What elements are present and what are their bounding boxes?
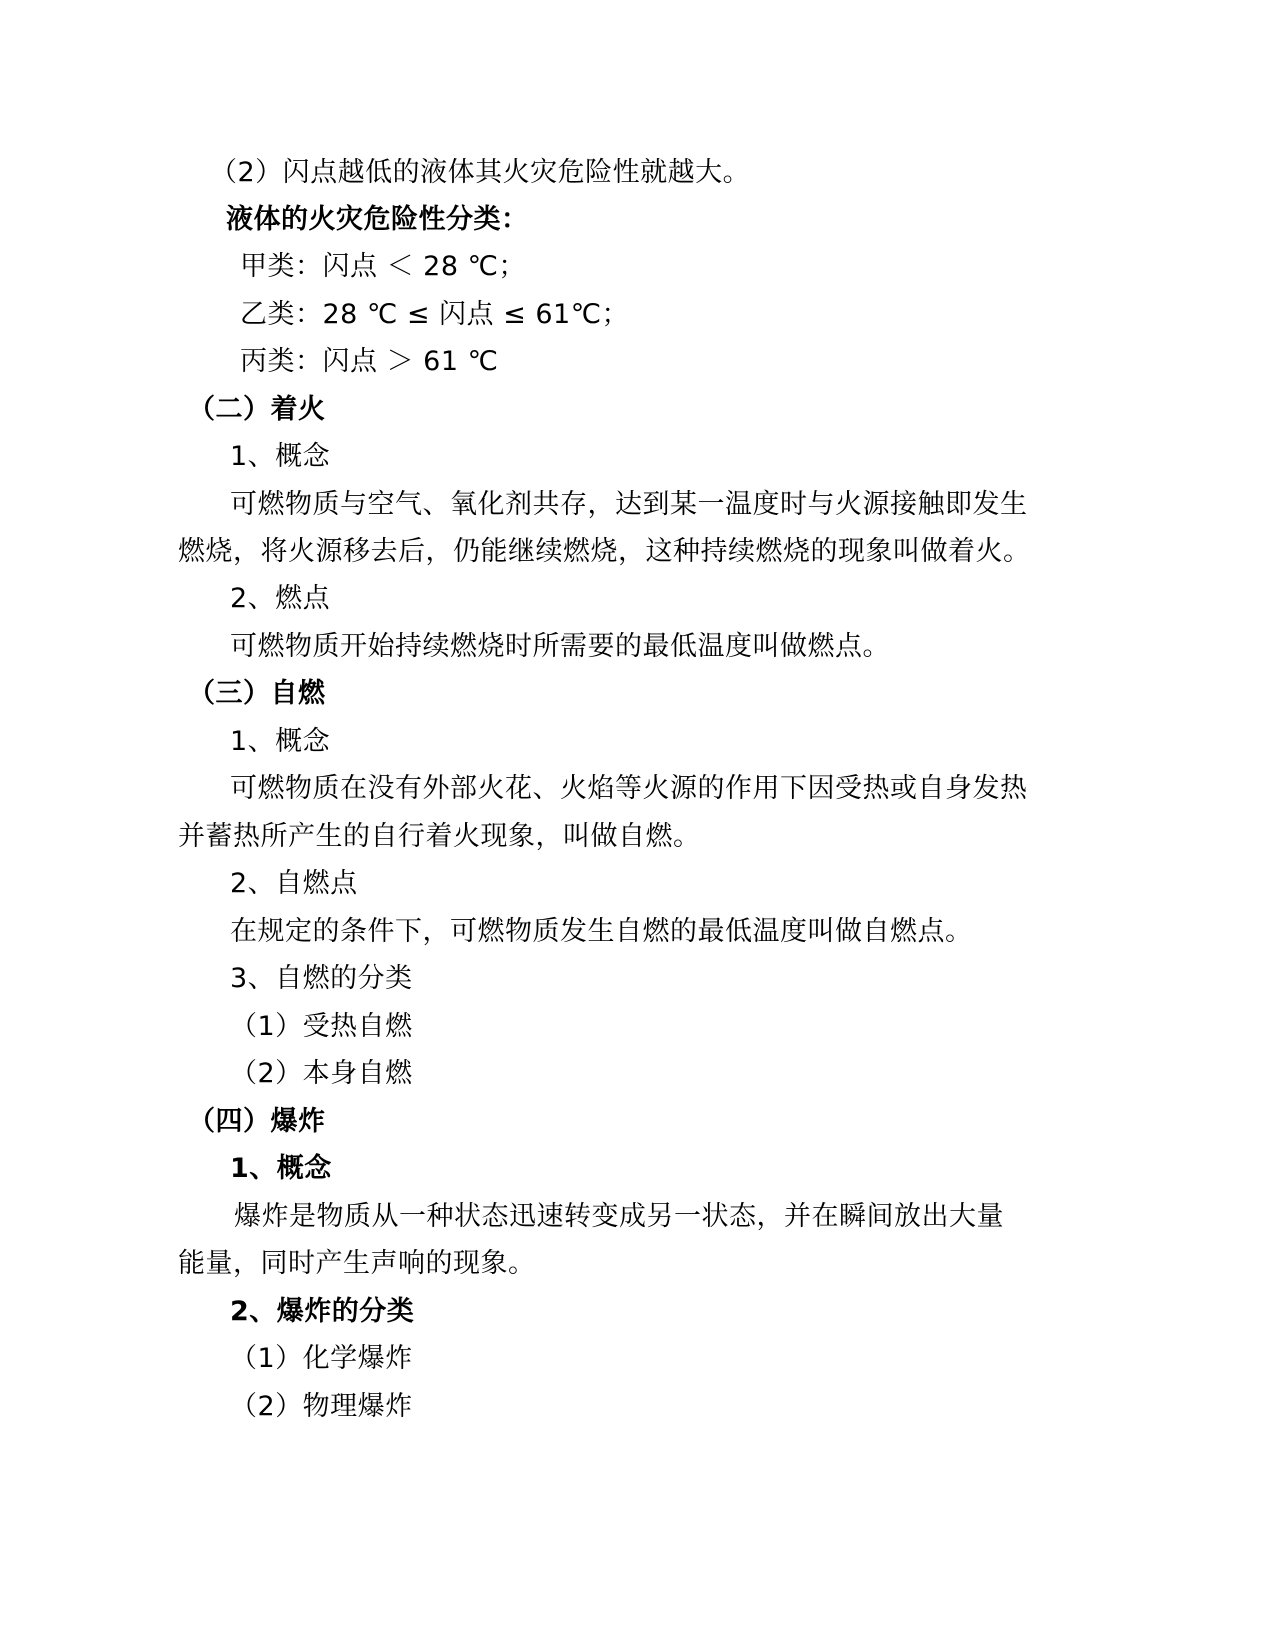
paragraph-explosion-line-1: 爆炸是物质从一种状态迅速转变成另一状态，并在瞬间放出大量 [234,1201,1004,1232]
section-heading-explosion: （四）爆炸 [188,1106,326,1137]
list-item-chemical-explosion: （1）化学爆炸 [230,1343,413,1374]
paragraph-ignition-line-2: 燃烧，将火源移去后，仍能继续燃烧，这种持续燃烧的现象叫做着火。 [178,536,1031,567]
paragraph-spontaneous-line-2: 并蓄热所产生的自行着火现象，叫做自燃。 [178,821,701,852]
subheading-autoignition-point: 2、自燃点 [230,868,358,899]
subheading-concept-bold: 1、概念 [230,1153,332,1184]
paragraph-spontaneous-line-1: 可燃物质在没有外部火花、火焰等火源的作用下因受热或自身发热 [230,773,1028,804]
section-heading-ignition: （二）着火 [188,394,326,425]
subheading-explosion-classes: 2、爆炸的分类 [230,1296,415,1327]
paragraph-explosion-line-2: 能量，同时产生声响的现象。 [178,1248,536,1279]
section-heading-spontaneous-combustion: （三）自燃 [188,678,326,709]
list-item-self-heating: （2）本身自燃 [230,1058,413,1089]
heading-liquid-fire-hazard-classes: 液体的火灾危险性分类： [226,204,529,235]
class-c-line: 丙类：闪点 ＞ 61 ℃ [240,346,499,377]
subheading-concept: 1、概念 [230,726,331,757]
class-b-line: 乙类：28 ℃ ≤ 闪点 ≤ 61℃； [240,299,630,330]
paragraph-autoignition-point: 在规定的条件下，可燃物质发生自燃的最低温度叫做自燃点。 [230,916,973,947]
subheading-concept: 1、概念 [230,441,331,472]
paragraph-fire-point: 可燃物质开始持续燃烧时所需要的最低温度叫做燃点。 [230,631,890,662]
subheading-spontaneous-classes: 3、自燃的分类 [230,963,413,994]
paragraph-flash-point-note: （2）闪点越低的液体其火灾危险性就越大。 [210,157,751,188]
list-item-physical-explosion: （2）物理爆炸 [230,1391,413,1422]
subheading-fire-point: 2、燃点 [230,583,331,614]
class-a-line: 甲类：闪点 ＜ 28 ℃； [240,251,526,282]
paragraph-ignition-line-1: 可燃物质与空气、氧化剂共存，达到某一温度时与火源接触即发生 [230,489,1028,520]
list-item-heat-induced: （1）受热自燃 [230,1011,413,1042]
